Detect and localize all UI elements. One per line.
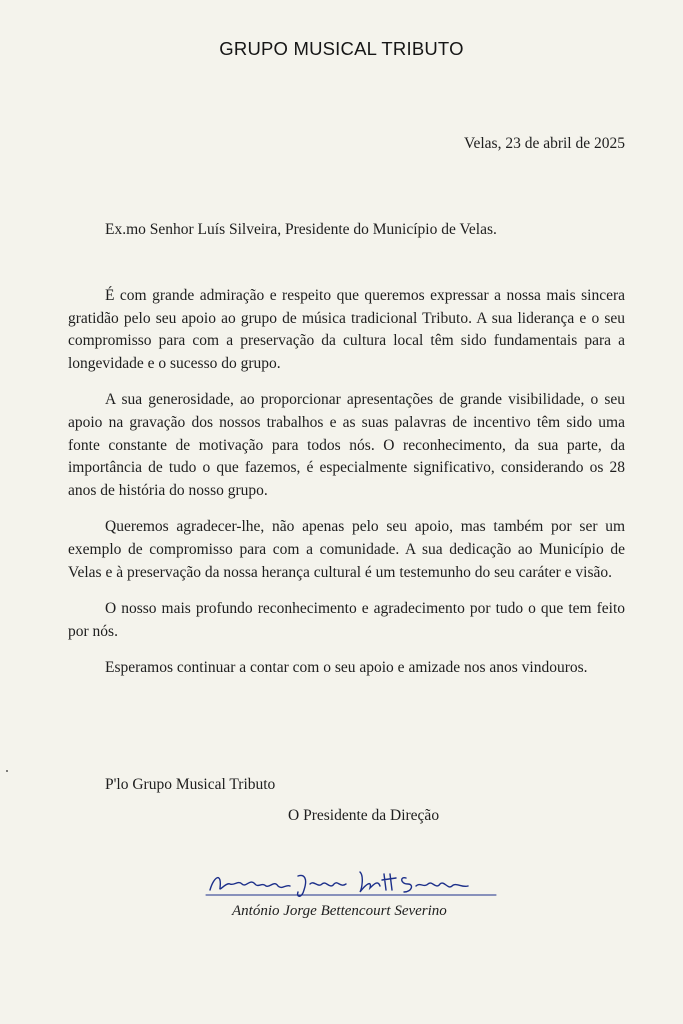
letter-title: GRUPO MUSICAL TRIBUTO xyxy=(219,38,464,59)
body-paragraph-3: Queremos agradecer-lhe, não apenas pelo seu apoio, mas também por ser um exemplo de compromisso para com a comunidade. A sua dedicação ao Município de Velas e à preservação da nossa herança cultural é um testemunho do seu caráter e visão. xyxy=(68,518,625,581)
closing-line: P'lo Grupo Musical Tributo xyxy=(105,776,276,793)
body-paragraph-4: O nosso mais profundo reconhecimento e agradecimento por tudo o que tem feito por nós. xyxy=(68,600,625,640)
body-paragraph-1: É com grande admiração e respeito que queremos expressar a nossa mais sincera gratidão pelo seu apoio ao grupo de música tradicional Tributo. A sua liderança e o seu compromisso para com a preservação da cultura local têm sido fundamentais para a longevidade e o sucesso do grupo. xyxy=(68,287,625,372)
letter-date: Velas, 23 de abril de 2025 xyxy=(464,135,625,152)
letter-body xyxy=(68,285,625,694)
body-paragraph-5: Esperamos continuar a contar com o seu apoio e amizade nos anos vindouros. xyxy=(105,659,588,677)
signatory-name: António Jorge Bettencourt Severino xyxy=(232,903,447,919)
president-title: O Presidente da Direção xyxy=(288,807,440,824)
handwritten-signature xyxy=(200,862,500,902)
salutation: Ex.mo Senhor Luís Silveira, Presidente do Município de Velas. xyxy=(105,221,497,238)
paper-speck xyxy=(6,770,8,772)
body-paragraph-2: A sua generosidade, ao proporcionar apresentações de grande visibilidade, o seu apoio na gravação dos nossos trabalhos e as suas palavras de incentivo têm sido uma fonte constante de motivação para todos nós. O reconhecimento, da sua parte, da importância de tudo o que fazemos, é especialmente significativo, considerando os 28 anos de história do nosso grupo. xyxy=(68,391,625,499)
